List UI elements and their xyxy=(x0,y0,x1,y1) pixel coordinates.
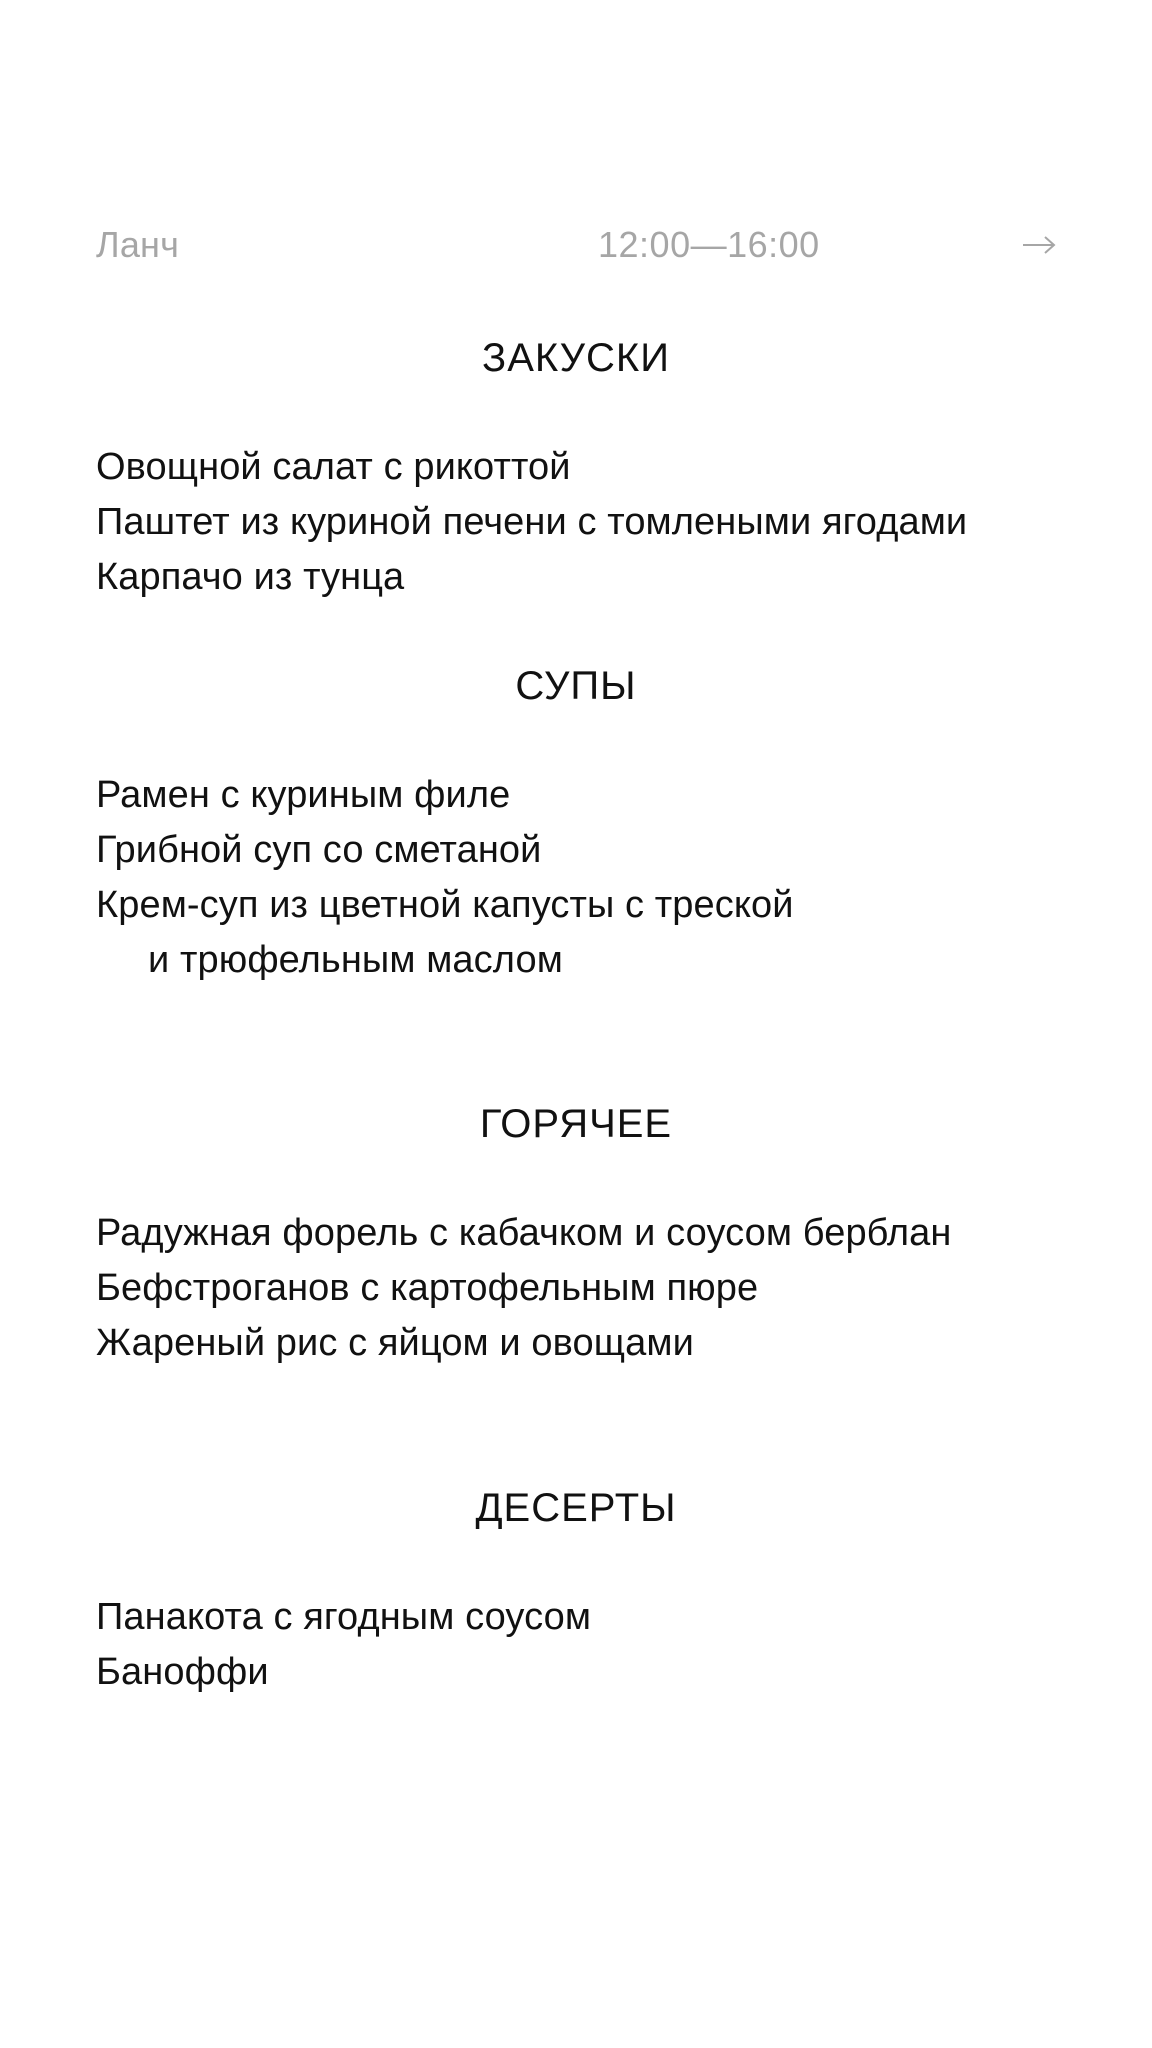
dish-list-deserty xyxy=(96,1590,1056,1700)
arrow-right-icon xyxy=(1022,235,1056,255)
dish-item: Грибной суп со сметаной xyxy=(96,829,542,871)
meal-name: Ланч xyxy=(96,224,180,265)
next-menu-button[interactable] xyxy=(1012,218,1056,272)
dish-list-zakuski xyxy=(96,440,1056,605)
dish-item: Баноффи xyxy=(96,1651,269,1693)
dish-item: Паштет из куриной печени с томлеными ягодами xyxy=(96,501,968,543)
dish-item: Карпачо из тунца xyxy=(96,556,405,598)
dish-item: Бефстроганов с картофельным пюре xyxy=(96,1267,759,1309)
section-title-deserty: ДЕСЕРТЫ xyxy=(475,1486,677,1530)
dish-item: Крем-суп из цветной капусты с треской xyxy=(96,884,794,926)
dish-list-supy xyxy=(96,768,1056,988)
section-title-zakuski: ЗАКУСКИ xyxy=(482,336,670,380)
dish-item: Радужная форель с кабачком и соусом берблан xyxy=(96,1212,952,1254)
meal-hours: 12:00—16:00 xyxy=(598,224,820,265)
section-title-goryachee: ГОРЯЧЕЕ xyxy=(479,1102,673,1146)
dish-list-goryachee xyxy=(96,1206,1056,1371)
dish-item-continuation: и трюфельным маслом xyxy=(148,939,563,981)
dish-item: Жареный рис с яйцом и овощами xyxy=(96,1322,694,1364)
dish-item: Панакота с ягодным соусом xyxy=(96,1596,592,1638)
section-title-supy: СУПЫ xyxy=(515,664,637,708)
menu-header xyxy=(96,218,1056,272)
dish-item: Рамен с куриным филе xyxy=(96,774,511,816)
dish-item: Овощной салат с рикоттой xyxy=(96,446,571,488)
